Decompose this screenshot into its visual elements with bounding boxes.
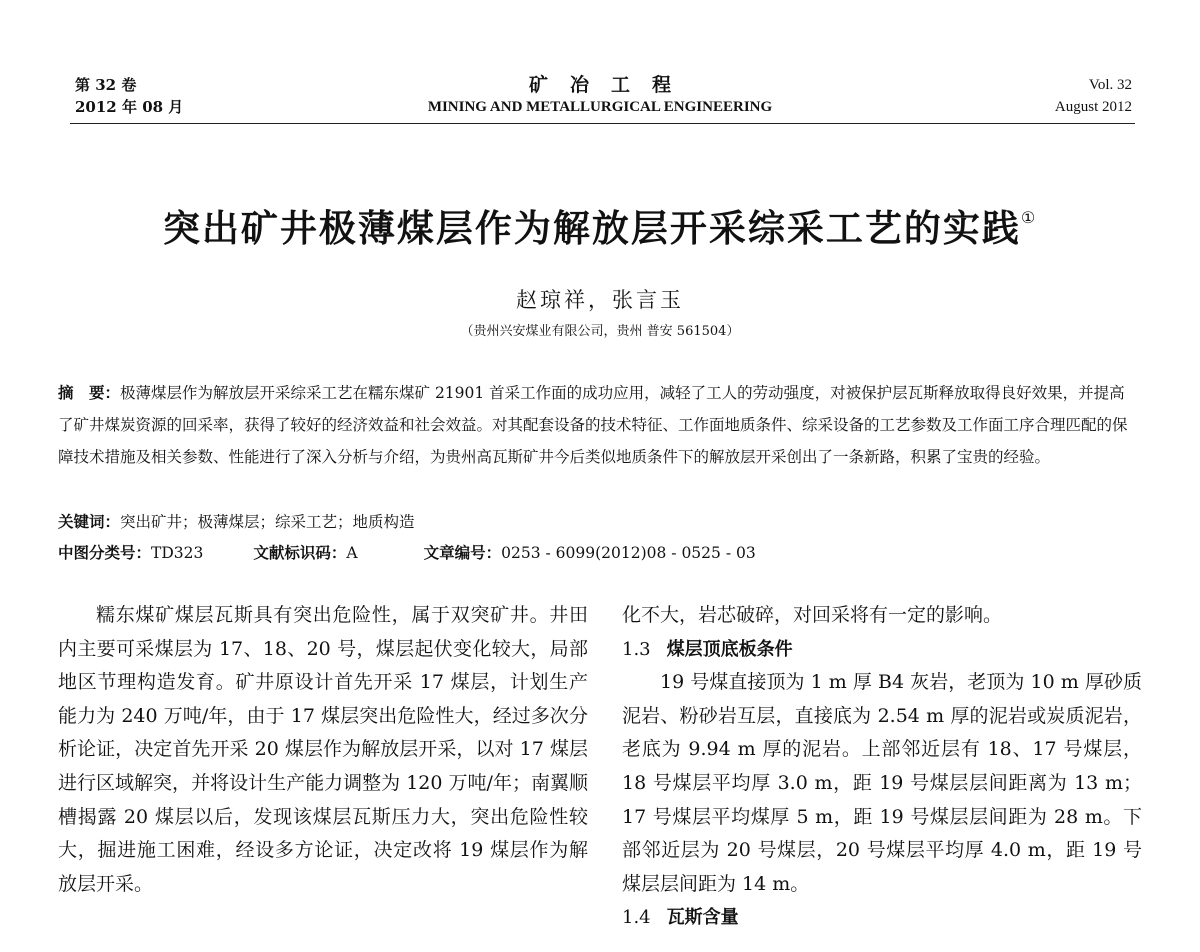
body-paragraph-continued: 化不大，岩芯破碎，对回采将有一定的影响。	[622, 604, 1003, 626]
doc-code-label: 文献标识码：	[253, 544, 347, 562]
body-left-column	[58, 599, 588, 901]
journal-name-en: MINING AND METALLURGICAL ENGINEERING	[427, 99, 773, 115]
clc-label: 中图分类号：	[58, 544, 152, 562]
doc-code-value: A	[346, 544, 358, 562]
header-center	[0, 74, 1200, 118]
title-text: 突出矿井极薄煤层作为解放层开采综采工艺的实践	[162, 207, 1021, 250]
section-number: 1.3	[622, 638, 651, 660]
clc-value: TD323	[151, 544, 204, 562]
keywords	[58, 510, 415, 532]
section-heading-1-3	[622, 633, 1142, 667]
volume-en: Vol. 32	[1088, 77, 1132, 93]
affiliation: （贵州兴安煤业有限公司，贵州 普安 561504）	[460, 324, 740, 339]
section-heading-1-4	[622, 901, 1142, 935]
abstract-label: 摘 要：	[58, 384, 121, 402]
body-right-column	[622, 599, 1142, 935]
header-rule	[70, 123, 1135, 124]
title-footnote-mark: ①	[1020, 208, 1038, 227]
volume-cn: 第 32 卷	[75, 76, 137, 94]
section-title: 煤层顶底板条件	[666, 638, 793, 660]
journal-name-cn: 矿冶工程	[528, 74, 693, 96]
section-number: 1.4	[622, 907, 651, 929]
keywords-text: 突出矿井；极薄煤层；综采工艺；地质构造	[120, 513, 415, 531]
date-en: August 2012	[1054, 99, 1132, 115]
abstract-text: 极薄煤层作为解放层开采综采工艺在糯东煤矿 21901 首采工作面的成功应用，减轻了工人的劳动强度，对被保护层瓦斯释放取得良好效果，并提高了矿井煤炭资源的回采率，获得了较好的经济效益和社会效益。对其配套设备的技术特征、工作面地质条件、综采设备的工艺参数及工作面工序合理匹配的保障技术措施及相关参数、性能进行了深入分析与介绍，为贵州高瓦斯矿井今后类似地质条件下的解放层开采创出了一条新路，积累了宝贵的经验。	[58, 384, 1128, 466]
body-paragraph: 糯东煤矿煤层瓦斯具有突出危险性，属于双突矿井。井田内主要可采煤层为 17、18、20 号，煤层起伏变化较大，局部地区节理构造发育。矿井原设计首先开采 17 煤层，计划生产能力为 240 万吨/年，由于 17 煤层突出危险性大，经过多次分析论证，决定首先开采 20 煤层作为解放层开采，以对 17 煤层进行区域解突，并将设计生产能力调整为 120 万吨/年；南翼顺槽揭露 20 煤层以后，发现该煤层瓦斯压力大，突出危险性较大，掘进施工困难，经设多方论证，决定改将 19 煤层作为解放层开采。	[58, 604, 588, 895]
authors: 赵琼祥，张言玉	[516, 288, 684, 312]
header-right	[1055, 74, 1132, 118]
keywords-label: 关键词：	[58, 513, 121, 531]
article-number-value: 0253 - 6099(2012)08 - 0525 - 03	[501, 544, 756, 562]
classification-line	[58, 541, 1140, 563]
date-cn: 2012 年 08 月	[75, 98, 184, 116]
article-title	[0, 198, 1200, 252]
body-paragraph: 19 号煤直接顶为 1 m 厚 B4 灰岩，老顶为 10 m 厚砂质泥岩、粉砂岩互层，直接底为 2.54 m 厚的泥岩或炭质泥岩，老底为 9.94 m 厚的泥岩。上部邻近层有 18、17 号煤层，18 号煤层平均厚 3.0 m，距 19 号煤层层间距离为 13 m；17 号煤层平均煤厚 5 m，距 19 号煤层层间距为 28 m。下部邻近层为 20 号煤层，20 号煤层平均厚 4.0 m，距 19 号煤层层间距为 14 m。	[622, 671, 1142, 895]
abstract	[58, 377, 1140, 473]
section-title: 瓦斯含量	[666, 907, 739, 929]
article-number-label: 文章编号：	[423, 544, 502, 562]
